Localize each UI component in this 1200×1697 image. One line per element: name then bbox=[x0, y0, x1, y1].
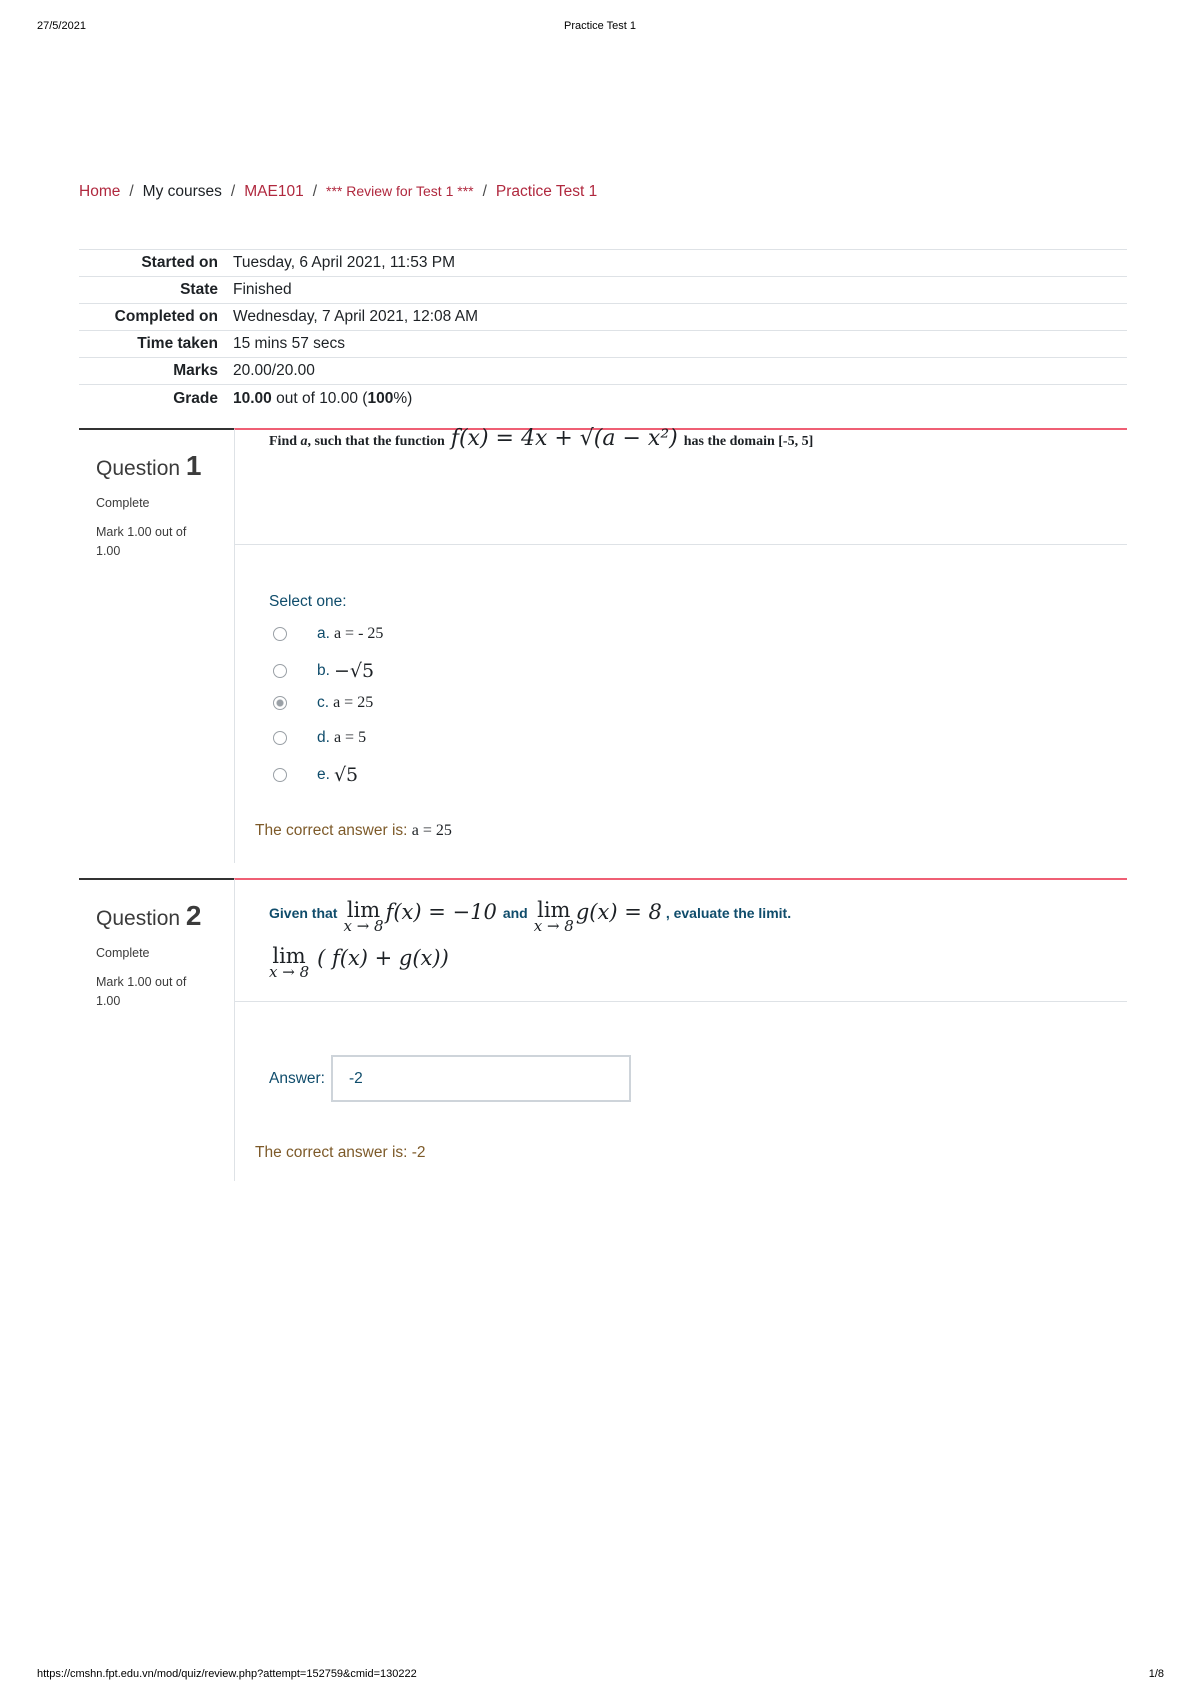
grade-middle: out of 10.00 ( bbox=[271, 389, 368, 407]
summary-row-started-on bbox=[79, 250, 1127, 277]
question-info bbox=[79, 878, 234, 1181]
summary-value: 20.00/20.00 bbox=[233, 362, 315, 379]
correct-answer-feedback bbox=[255, 822, 452, 840]
question-text bbox=[235, 880, 1127, 1002]
expr-g: g(x) = 8 bbox=[575, 900, 662, 924]
print-url: https://cmshn.fpt.edu.vn/mod/quiz/review.php?attempt=152759&cmid=130222 bbox=[37, 1668, 417, 1680]
question-state: Complete bbox=[96, 946, 150, 960]
breadcrumb-page-link[interactable]: Practice Test 1 bbox=[495, 183, 598, 200]
summary-label: Time taken bbox=[137, 335, 218, 352]
grade-score: 10.00 bbox=[233, 389, 272, 407]
summary-row-time-taken bbox=[79, 331, 1127, 358]
summary-label: State bbox=[180, 281, 218, 298]
breadcrumb-course-link[interactable]: MAE101 bbox=[244, 183, 304, 200]
question-num: 1 bbox=[185, 450, 202, 481]
prompt-mid: , such that the function bbox=[307, 434, 445, 449]
breadcrumb-my-courses: My courses bbox=[142, 183, 222, 200]
question-num: 2 bbox=[185, 900, 202, 931]
question-content bbox=[234, 428, 1127, 863]
prompt-before: Find bbox=[269, 434, 298, 449]
limit-sum bbox=[269, 946, 309, 980]
option-value: −√5 bbox=[333, 660, 375, 682]
option-letter: c. bbox=[317, 694, 330, 711]
limit-g bbox=[534, 900, 574, 934]
breadcrumb-separator: / bbox=[312, 183, 317, 200]
select-one-label: Select one: bbox=[269, 593, 347, 610]
breadcrumb-section-link[interactable]: *** Review for Test 1 *** bbox=[326, 183, 474, 199]
answer-option-e[interactable] bbox=[273, 764, 358, 786]
radio-button[interactable] bbox=[273, 731, 287, 745]
summary-label: Grade bbox=[173, 389, 218, 407]
print-title: Practice Test 1 bbox=[564, 20, 636, 32]
summary-label: Started on bbox=[141, 254, 218, 271]
option-value: a = - 25 bbox=[333, 625, 384, 642]
summary-value bbox=[233, 390, 412, 408]
summary-value: 15 mins 57 secs bbox=[233, 335, 345, 352]
radio-button-selected[interactable] bbox=[273, 696, 287, 710]
summary-value: Tuesday, 6 April 2021, 11:53 PM bbox=[233, 254, 456, 271]
breadcrumb-separator: / bbox=[230, 183, 236, 200]
limit-f bbox=[343, 900, 383, 934]
question-number bbox=[96, 450, 234, 482]
summary-row-marks bbox=[79, 358, 1127, 385]
radio-button[interactable] bbox=[273, 664, 287, 678]
breadcrumb bbox=[79, 183, 597, 201]
option-letter: a. bbox=[317, 625, 330, 642]
and-text: and bbox=[502, 905, 528, 921]
summary-value: Wednesday, 7 April 2021, 12:08 AM bbox=[233, 308, 479, 325]
print-page-number: 1/8 bbox=[1148, 1668, 1164, 1680]
prompt-var: a bbox=[300, 434, 308, 449]
given-that-text: Given that bbox=[269, 905, 338, 921]
question-mark: Mark 1.00 out of 1.00 bbox=[96, 525, 187, 558]
option-letter: e. bbox=[317, 766, 330, 783]
option-letter: b. bbox=[317, 662, 330, 679]
option-value: a = 5 bbox=[333, 729, 367, 746]
answer-row bbox=[269, 1055, 631, 1102]
correct-answer-label: The correct answer is: bbox=[255, 822, 408, 839]
expr-f: f(x) = −10 bbox=[385, 900, 497, 924]
question-1 bbox=[79, 428, 1127, 863]
grade-percent: 100 bbox=[367, 389, 394, 407]
lim-word: lim bbox=[272, 944, 306, 968]
breadcrumb-separator: / bbox=[482, 183, 487, 200]
lim-sub: x → 8 bbox=[343, 917, 384, 935]
question-state: Complete bbox=[96, 496, 150, 510]
attempt-summary-table bbox=[79, 249, 1127, 412]
question-info bbox=[79, 428, 234, 863]
expr-sum: ( f(x) + g(x)) bbox=[317, 946, 449, 970]
question-label: Question bbox=[96, 457, 181, 480]
radio-button[interactable] bbox=[273, 627, 287, 641]
evaluate-text: , evaluate the limit. bbox=[665, 905, 792, 921]
answer-option-d[interactable] bbox=[273, 729, 366, 747]
question-mark: Mark 1.00 out of 1.00 bbox=[96, 975, 187, 1008]
summary-label: Marks bbox=[173, 362, 218, 379]
summary-label: Completed on bbox=[114, 308, 218, 325]
print-date: 27/5/2021 bbox=[37, 20, 86, 32]
summary-row-completed-on bbox=[79, 304, 1127, 331]
question-label: Question bbox=[96, 907, 181, 930]
prompt-after: has the domain [-5, 5] bbox=[683, 434, 814, 449]
option-letter: d. bbox=[317, 729, 330, 746]
answer-option-b[interactable] bbox=[273, 660, 374, 682]
question-text bbox=[235, 426, 1127, 545]
breadcrumb-separator: / bbox=[129, 183, 134, 200]
summary-value: Finished bbox=[233, 281, 292, 298]
correct-answer-value: a = 25 bbox=[411, 822, 452, 839]
breadcrumb-home-link[interactable]: Home bbox=[79, 183, 121, 200]
question-content bbox=[234, 878, 1127, 1181]
question-2 bbox=[79, 878, 1127, 1181]
answer-option-a[interactable] bbox=[273, 625, 383, 643]
summary-row-grade bbox=[79, 385, 1127, 412]
lim-sub: x → 8 bbox=[269, 963, 310, 981]
lim-word: lim bbox=[537, 898, 571, 922]
radio-button[interactable] bbox=[273, 768, 287, 782]
option-value: a = 25 bbox=[333, 694, 374, 711]
correct-answer-feedback: The correct answer is: -2 bbox=[255, 1144, 426, 1161]
answer-label: Answer: bbox=[269, 1069, 325, 1087]
summary-row-state bbox=[79, 277, 1127, 304]
function-formula: f(x) = 4x + √(a − x²) bbox=[450, 426, 678, 451]
question-number bbox=[96, 900, 234, 932]
lim-sub: x → 8 bbox=[533, 917, 574, 935]
lim-word: lim bbox=[346, 898, 381, 922]
answer-option-c[interactable] bbox=[273, 694, 373, 712]
answer-input[interactable]: -2 bbox=[331, 1055, 631, 1102]
grade-end: %) bbox=[393, 389, 413, 407]
option-value: √5 bbox=[333, 764, 359, 786]
